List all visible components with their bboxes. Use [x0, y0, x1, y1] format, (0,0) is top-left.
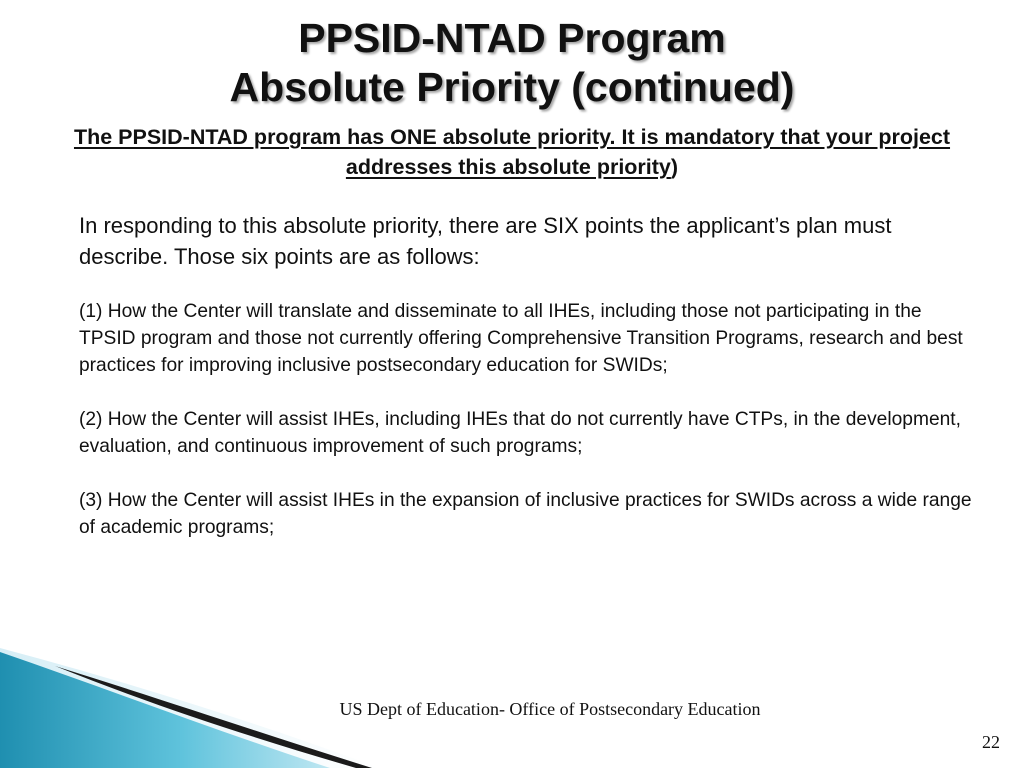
slide-title — [0, 14, 1024, 112]
point-2: (2) How the Center will assist IHEs, including IHEs that do not currently have CTPs, in the development, evaluation, and continuous improvement of such programs; — [79, 409, 961, 457]
page-number: 22 — [982, 732, 1000, 752]
subtitle-underlined-text: The PPSID-NTAD program has ONE absolute priority. It is mandatory that your project addresses this absolute priority — [73, 125, 951, 179]
slide-body — [79, 210, 979, 568]
intro-paragraph: In responding to this absolute priority, there are SIX points the applicant’s plan must describe. Those six points are as follows: — [79, 213, 892, 269]
point-1: (1) How the Center will translate and disseminate to all IHEs, including those not participating in the TPSID program and those not currently offering Comprehensive Transition Programs, research and best practices for improving inclusive postsecondary education for SWIDs; — [79, 301, 963, 376]
title-line-2: Absolute Priority (continued) — [229, 64, 795, 110]
footer-source: US Dept of Education- Office of Postsecondary Education — [339, 699, 761, 719]
slide-subtitle — [30, 122, 994, 182]
title-line-1: PPSID-NTAD Program — [298, 15, 726, 61]
point-3: (3) How the Center will assist IHEs in the expansion of inclusive practices for SWIDs across a wide range of academic programs; — [79, 490, 972, 538]
subtitle-tail: ) — [670, 155, 679, 179]
